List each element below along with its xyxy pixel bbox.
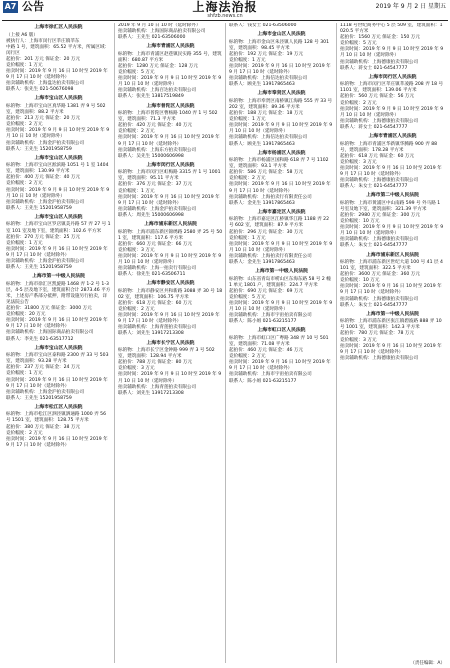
notice-title: 上海市静安区人民法院: [146, 281, 195, 287]
auction-notice: [118, 23, 223, 41]
notice-line: 联系人：周先生 15000606998: [118, 212, 184, 218]
notice-line: 竞价幅度：2 万元: [118, 129, 155, 135]
section-badge: A7: [4, 2, 17, 11]
notice-title: 上海市徐汇区人民法院: [34, 25, 83, 30]
notice-line: 拍卖辅助机构：上海金沪拍卖有限公司: [6, 140, 85, 146]
notice-line: 起拍价：660 万元 保证金：66 万元: [118, 241, 193, 247]
notice-line: 竞价幅度：2 万元: [118, 307, 155, 313]
notice-line: 竞价幅度：1 万元: [229, 235, 266, 241]
notice-line: 标的物：上海市嘉定区江桥镇华江路 1188 弄 22 号 602 室，建筑面积：87.9 平方米: [229, 217, 330, 229]
notice-title: 上海市闵行区人民法院: [368, 74, 417, 80]
notice-line: 联系人：陈小姐 021-63215177: [229, 319, 297, 325]
notice-line: 拍卖辅助机构：上海金沪拍卖有限公司: [6, 199, 85, 205]
notice-title: 上海市普陀区人民法院: [146, 103, 195, 109]
notice-line: 起拍价：586 万元 保证金：58 万元: [229, 170, 304, 176]
auction-notice: [340, 312, 445, 362]
notice-line: 拍卖时间：2019 年 9 月 9 日 10 时至 2019 年 9 月 10 日 10 时（延时除外）: [118, 253, 222, 265]
auction-notice: [6, 274, 111, 342]
notice-title: 上海市长宁区人民法院: [146, 340, 195, 346]
notice-line: （上接 A6 版）: [6, 32, 38, 38]
notice-line: 拍卖辅助机构：上海盘达拍卖有限公司: [6, 81, 85, 87]
notice-line: 拍卖时间：2019 年 9 月 16 日 10 时至 2019 年 9 月 17 日 10 时（延时除外）: [6, 246, 108, 258]
notice-line: 联系人：金先生 13917865463: [229, 260, 295, 265]
notice-line: 联系人：张先生 13817519849: [118, 94, 184, 100]
notice-line: 联系人：蒋女士 021-64547777: [340, 65, 408, 71]
auction-notice: [229, 151, 334, 207]
notice-line: 拍卖时间：2019 年 9 月 16 日 10 时至 2019 年 9 月 17 日 10 时（延时除外）: [229, 360, 331, 372]
auction-notice: [229, 23, 334, 29]
notice-line: 起拍价：690 万元 保证金：69 万元: [229, 288, 304, 294]
notice-line: 竞价幅度：1 万元: [6, 240, 43, 246]
notice-line: 拍卖时间：2019 年 9 月 9 日 10 时至 2019 年 9 月 10 日 10 时（延时除外）: [229, 241, 333, 253]
notice-title: 上海市浦东新区人民法院: [144, 222, 197, 228]
notice-line: 拍卖辅助机构：上海德康拍卖有限公司: [340, 296, 419, 302]
site-url: shfzb.news.cn: [207, 13, 243, 19]
notice-line: 拍卖辅助机构：上海市宇宙拍卖有限公司: [229, 372, 312, 378]
notice-line: 标的物：上海市普陀区曹杨路 1040 弄 1 号 502 室，建筑面积：71.3 平方米: [118, 111, 218, 123]
auction-notice: [118, 281, 223, 337]
notice-line: 竞价幅度：3 万元: [118, 366, 155, 372]
notice-line: 标的物：上海市松江区泗泾镇泗通路 1000 弄 56 号 1501 室，建筑面积：128.75 平方米: [6, 412, 107, 424]
notice-line: 拍卖时间：2019 年 9 月 16 日 10 时至 2019 年 9 月 17 日 10 时（延时除外）: [340, 284, 442, 296]
notice-line: 竞价幅度：3 万元: [340, 337, 377, 343]
column-4: [336, 23, 447, 663]
notice-line: 拍卖时间：2019 年 9 月 9 日 10 时至 2019 年 9 月 10 日 10 时（延时除外）: [229, 300, 333, 313]
auction-notice: [340, 75, 445, 131]
section-title: 公告: [22, 0, 44, 13]
notice-title: 上海市宝山区人民法院: [34, 96, 83, 102]
auction-notice: [6, 215, 111, 271]
notice-line: 竞价幅度：5 万元: [229, 294, 266, 300]
notice-line: 中路 1 号，建筑面积：65.52 平方米，所属区域：闵行区: [6, 44, 110, 56]
notice-line: 标的物：上海市闵行区虹梅路 3315 弄 1 号 1001 室，建筑面积：95.11 平方米: [118, 170, 221, 182]
notice-line: 竞价幅度：10 万元: [340, 219, 380, 225]
notice-line: 标的物：上海市浦东新区世纪大道 100 号 41 层 4101 室，建筑面积：322.5 平方米: [340, 260, 443, 272]
notice-line: 起拍价：460 万元 保证金：46 万元: [229, 348, 304, 354]
notice-line: 标的物：上海市宝山区罗店镇美丹路 57 弄 27 号 1 室 101 室及地下室，建筑面积：102.6 平方米: [6, 222, 111, 234]
auction-notice: [229, 91, 334, 147]
auction-notice: [6, 405, 111, 449]
notice-line: 竞价幅度：1 万元: [6, 62, 43, 68]
notice-line: 起拍价：380 万元 保证金：38 万元: [6, 424, 81, 430]
notice-line: 起拍价：1280 万元 保证金：128 万元: [118, 63, 198, 69]
notice-title: 上海市第一中级人民法院: [366, 311, 419, 317]
notice-line: 竞价幅度：1 万元: [229, 57, 266, 63]
page-header: [0, 0, 450, 14]
auction-notice: [118, 163, 223, 219]
notice-line: 拍卖辅助机构：上海德康拍卖有限公司: [340, 237, 419, 243]
notice-line: 起拍价：560 万元 保证金：56 万元: [340, 94, 415, 100]
notice-line: 联系人：刘先生 13917213308: [118, 390, 184, 396]
notice-title: 上海市松江区人民法院: [34, 404, 83, 410]
notice-line: 2019 年 9 月 10 日 10 时（延时除外）: [118, 23, 201, 28]
notice-line: 标的物：上海市静安区共和新路 3088 弄 30 号 1802 室，建筑面积：106.75 平方米: [118, 288, 223, 300]
notice-line: 拍卖时间：2019 年 9 月 9 日 10 时至 2019 年 9 月 10 日 10 时（延时除外）: [340, 47, 444, 59]
auction-notice: [229, 32, 334, 88]
notice-line: 起拍价：188 万元 保证金：18 万元: [229, 111, 304, 117]
notice-line: 联系人：顾先生 13917865463: [229, 141, 295, 147]
notice-line: 拍卖时间：2019 年 9 月 9 日 10 时至 2019 年 9 月 10 日 10 时（延时除外）: [6, 128, 110, 140]
notice-line: 起拍价：296 万元 保证金：30 万元: [229, 229, 304, 235]
notice-line: 拍卖时间：2019 年 9 月 9 日 10 时至 2019 年 9 月 10 日 10 时（延时除外）: [340, 106, 444, 118]
notice-line: 联系人：王先生 15201958759: [6, 205, 72, 211]
auction-notice: [340, 193, 445, 249]
notice-line: 拍卖时间：2019 年 9 月 9 日 10 时至 2019 年 9 月 10 日 10 时（延时除外）: [229, 123, 333, 135]
auction-notice: [229, 328, 334, 384]
auction-notice: [340, 23, 445, 72]
notice-title: 上海市虹口区人民法院: [257, 328, 306, 334]
notice-line: 拍卖辅助机构：上海德康拍卖有限公司: [340, 178, 419, 184]
column-2: [114, 23, 226, 663]
notice-line: 标的物：上海市浦东新区锦绣路 2580 弄 25 号 501 室，建筑面积：117.6 平方米: [118, 229, 223, 241]
notice-title: 上海市杨浦区人民法院: [257, 150, 306, 156]
notice-line: 拍卖时间：2019 年 9 月 16 日 10 时至 2019 年 9 月 17 日 10 时（延时除外）: [340, 165, 442, 177]
notice-line: 起拍价：376 万元 保证金：37 万元: [118, 182, 193, 188]
notice-line: 拍卖时间：2019 年 9 月 9 日 10 时至 2019 年 9 月 10 日 10 时（延时除外）: [340, 225, 444, 237]
auction-notice: [118, 222, 223, 278]
notice-title: 上海市金山区人民法院: [257, 32, 306, 38]
notice-title: 上海市宝山区人民法院: [34, 214, 83, 220]
notice-line: 竞价幅度：1 万元: [6, 371, 43, 377]
notice-line: 拍卖时间：2019 年 9 月 16 日 10 时至 2019 年 9 月 17 日 10 时（延时除外）: [6, 377, 108, 389]
auction-notice: [118, 341, 223, 397]
notice-line: 拍卖时间：2019 年 9 月 9 日 10 时至 2019 年 9 月 10 日 10 时（延时除外）: [118, 76, 222, 88]
notice-line: 联系人：李先生 021-63517712: [6, 336, 74, 342]
notice-line: 拍卖时间：2019 年 9 月 16 日 10 时至 2019 年 9 月 17 日 10 时（延时除外）: [340, 343, 442, 355]
notice-line: 联系人：王先生 15201958759: [6, 265, 72, 271]
notice-line: 起拍价：618 万元 保证金：60 万元: [340, 153, 415, 159]
notice-line: 起拍价：788 万元 保证金：80 万元: [118, 360, 193, 366]
notice-title: 上海市闵行区人民法院: [146, 162, 195, 168]
notice-line: 被执行人：上海市闵行区莘庄镇莘东: [6, 38, 80, 44]
notice-line: 拍卖时间：2019 年 9 月 16 日 10 时至 2019 年 9 月 17 日 10 时（延时除外）: [6, 69, 108, 81]
notice-title: 上海市浦东新区人民法院: [366, 252, 419, 258]
notice-line: 联系人：王先生 15201958759: [6, 146, 72, 152]
notice-line: 竞价幅度：10 万元: [340, 278, 380, 284]
notice-line: 竞价幅度：20 万元: [6, 312, 46, 318]
notice-line: 联系人：顾先生 13917865463: [229, 82, 295, 88]
notice-line: 拍卖辅助机构：上海拍卖行有限责任公司: [229, 194, 312, 200]
notice-line: 标的物：山东省青岛市崂山区东海东路 58 号 2 幢 1 单元 1801 户，建筑面积：224.7 平方米: [229, 276, 331, 288]
notice-line: 联系人：张先生 021-50676098: [6, 87, 74, 93]
notice-line: 联系人：钱女士 021-63506000: [229, 23, 297, 28]
notice-line: 拍卖时间：2019 年 9 月 9 日 10 时至 2019 年 9 月 10 日 10 时（延时除外）: [6, 187, 110, 199]
notice-line: 标的物：上海市宝山区淞滨路 1051 号 1 室 1404 室，建筑面积：130.99 平方米: [6, 163, 109, 175]
notice-line: 拍卖辅助机构：上海市宇宙拍卖有限公司: [229, 313, 312, 319]
notice-line: 起拍价：213 万元 保证金：20 万元: [6, 116, 81, 122]
notice-line: 起拍价：31800 万元 保证金：3000 万元: [6, 306, 92, 312]
notice-line: 竞价幅度：1 万元: [229, 117, 266, 123]
column-3: [225, 23, 337, 663]
notice-line: 联系人：蒋女士 021-64547777: [340, 124, 408, 130]
notice-line: 拍卖辅助机构：上海国际商品拍卖有限公司: [118, 29, 206, 35]
notice-title: 上海市嘉定区人民法院: [257, 209, 306, 215]
header-rule: [2, 20, 448, 21]
notice-line: 起拍价：420 万元 保证金：40 万元: [118, 123, 193, 129]
auction-notice: [229, 269, 334, 325]
notice-line: 联系人：金先生 13917865463: [229, 200, 295, 206]
notice-line: 标的物：上海市闵行区莘庄镇莘凌路 208 弄 18 号 1101 室，建筑面积：139.06 平方米: [340, 82, 444, 94]
masthead: 上海法治报: [192, 0, 258, 14]
auction-notice: [6, 346, 111, 402]
notice-line: 标的物：上海市青浦区华新镇华腾路 900 弄 88 号，建筑面积：178.28 平方米: [340, 141, 438, 153]
notice-line: 标的物：上海市杨浦区国和路 618 弄 7 号 1102 室，建筑面积：93.1 平方米: [229, 158, 329, 170]
notice-line: 起拍价：2980 万元 保证金：300 万元: [340, 212, 420, 218]
notice-line: 标的物：上海市长宁区金钟路 999 弄 3 号 502 室，建筑面积：128.94 平方米: [118, 348, 215, 360]
notice-line: 拍卖辅助机构：上海青莲拍卖有限公司: [118, 384, 197, 390]
notice-line: 拍卖辅助机构：上海德康拍卖有限公司: [340, 59, 419, 65]
notice-line: 标的物：上海市青浦区赵巷镇民实路 355 号，建筑面积：680.87 平方米: [118, 51, 222, 63]
notice-line: 拍卖时间：2019 年 9 月 16 日 10 时至 2019 年 9 月 17 日 10 时（延时除外）: [118, 194, 220, 206]
notice-line: 竞价幅度：2 万元: [229, 176, 266, 182]
notice-line: 竞价幅度：1 万元: [118, 188, 155, 194]
notice-line: 拍卖辅助机构：上海信达拍卖有限公司: [229, 135, 308, 141]
notice-line: 拍卖时间：2019 年 9 月 16 日 10 时至 2019 年 9 月 17 日 10 时（延时除外）: [6, 318, 108, 330]
column-1: [3, 23, 114, 663]
auction-notice: [340, 253, 445, 309]
notice-line: 联系人：吴先生 15000606998: [118, 153, 184, 159]
notice-line: 联系人：朱女士 021-64547777: [340, 302, 408, 308]
notice-line: 标的物：上海市黄浦区中山南路 599 号 外马路 1 号室及地下室，建筑面积：321.39 平方米: [340, 200, 441, 212]
notice-line: 竞价幅度：3 万元: [118, 247, 155, 253]
notice-line: 标的物：上海市金山区朱泾镇人民路 128 号 301 室，建筑面积：98.45 平方米: [229, 39, 330, 51]
notice-line: 起拍价：3600 万元 保证金：360 万元: [340, 272, 420, 278]
notice-line: 拍卖辅助机构：上海一拍卖行有限公司: [118, 266, 197, 272]
notice-line: 竞价幅度：5 万元: [340, 41, 377, 47]
notice-line: 竞价幅度：3 万元: [340, 159, 377, 165]
notice-line: 拍卖辅助机构：上海金沪拍卖有限公司: [118, 206, 197, 212]
notice-line: 竞价幅度：2 万元: [229, 354, 266, 360]
notice-line: 起拍价：201 万元 保证金：20 万元: [6, 56, 81, 62]
notice-line: 竞价幅度：2 万元: [340, 100, 377, 106]
notice-line: 联系人：徐先生 021-63506711: [118, 272, 186, 278]
auction-notice: [118, 44, 223, 100]
notice-line: 拍卖时间：2019 年 9 月 16 日 10 时至 2019 年 9 月 17 日 10 时（延时除外）: [6, 436, 108, 448]
notice-line: 起拍价：1560 万元 保证金：150 万元: [340, 35, 420, 41]
notice-title: 上海市第一中级人民法院: [32, 274, 85, 280]
notice-line: 拍卖时间：2019 年 9 月 16 日 10 时至 2019 年 9 月 17 日 10 时（延时除外）: [229, 63, 331, 76]
notice-line: 拍卖时间：2019 年 9 月 16 日 10 时至 2019 年 9 月 17 日 10 时（延时除外）: [118, 313, 220, 325]
notice-title: 上海市青浦区人民法院: [368, 134, 417, 139]
notice-line: 联系人：刘先生 13917213308: [118, 331, 184, 337]
auction-notice: [118, 104, 223, 160]
notice-line: 联系人：陈小姐 021-63215177: [229, 378, 297, 384]
notice-title: 上海市第一中级人民法院: [255, 269, 308, 275]
notice-line: 拍卖辅助机构：上海青莲拍卖有限公司: [118, 325, 197, 331]
notice-line: 1118 号世纪商务中心 5 层 509 室，建筑面积：1020.5 平方米: [340, 23, 443, 35]
notice-line: 竞价幅度：2 万元: [6, 430, 43, 436]
notice-title: 上海市宝山区人民法院: [34, 345, 83, 351]
notice-line: 标的物：上海市宝山区真华路 1381 弄 9 号 502 室，建筑面积：88.2 平方米: [6, 103, 106, 116]
notice-title: 上海市奉贤区人民法院: [257, 91, 306, 97]
notice-line: 联系人：王先生 15201958759: [6, 395, 72, 401]
auction-notice: [229, 210, 334, 266]
notice-title: 上海市第二中级人民法院: [366, 193, 419, 199]
notice-title: 上海市宝山区人民法院: [34, 155, 83, 161]
notice-line: 竞价幅度：5 万元: [118, 70, 155, 76]
notice-line: 标的物：上海市徐汇区凯旋路 1468 弄 1-2 号 1-3 层，4-5 层及地下室，建筑面积合计 2873.46 平方米，上述房产系部分抵押，附带设施另行拍卖，详见法院公告: [6, 281, 111, 305]
notice-line: 标的物：上海市宝山区泰和路 2300 弄 33 号 503 室，建筑面积：93.28 平方米: [6, 353, 109, 365]
notice-line: 起拍价：400 万元 保证金：40 万元: [6, 175, 81, 181]
continued-note: （责任编辑：A）: [410, 661, 445, 666]
notice-line: 起拍价：237 万元 保证金：24 万元: [6, 365, 81, 371]
notice-line: 起拍价：618 万元 保证金：60 万元: [118, 300, 193, 306]
notice-line: 拍卖辅助机构：上海百达拍卖有限公司: [118, 88, 197, 94]
auction-notice: [6, 96, 111, 152]
announcement-columns: [3, 23, 447, 663]
notice-line: 标的物：上海市奉贤区南桥镇江海路 555 弄 33 号 202 室，建筑面积：89.36 平方米: [229, 98, 333, 110]
notice-title: 上海市青浦区人民法院: [146, 44, 195, 50]
notice-line: 起拍价：192 万元 保证金：19 万元: [229, 51, 304, 57]
notice-line: 标的物：上海市虹口区广粤路 348 弄 10 号 501 室，建筑面积：71.08 平方米: [229, 335, 329, 347]
notice-line: 拍卖辅助机构：上海东方拍卖有限公司: [118, 147, 197, 153]
notice-line: 拍卖辅助机构：上海金沪拍卖有限公司: [6, 259, 85, 264]
notice-line: 拍卖辅助机构：上海国际商品拍卖有限公司: [6, 330, 94, 336]
notice-line: 联系人：王先生 021-63506000: [118, 35, 186, 41]
notice-line: 拍卖辅助机构：上海德康拍卖有限公司: [340, 355, 419, 361]
notice-line: 拍卖时间：2019 年 9 月 9 日 10 时至 2019 年 9 月 10 日 10 时（延时除外）: [118, 372, 222, 384]
notice-line: 竞价幅度：2 万元: [6, 181, 43, 187]
notice-line: 拍卖时间：2019 年 9 月 16 日 10 时至 2019 年 9 月 17 日 10 时（延时除外）: [229, 182, 331, 194]
auction-notice: [6, 25, 111, 93]
auction-notice: [6, 156, 111, 212]
notice-line: 拍卖辅助机构：上海金沪拍卖有限公司: [6, 389, 85, 395]
notice-line: 标的物：上海市浦东新区张江镇碧波路 888 弄 10 号 1001 室，建筑面积：142.3 平方米: [340, 319, 442, 331]
notice-line: 起拍价：270 万元 保证金：25 万元: [6, 234, 81, 240]
issue-date: 2019 年 9 月 2 日 星期五: [375, 3, 446, 10]
notice-line: 拍卖辅助机构：上海拍卖行有限责任公司: [229, 253, 312, 259]
notice-line: 联系人：朱女士 021-64547777: [340, 243, 408, 249]
notice-line: 拍卖辅助机构：上海信达拍卖有限公司: [229, 76, 308, 82]
notice-line: 竞价幅度：2 万元: [6, 122, 43, 128]
notice-line: 拍卖辅助机构：上海德康拍卖有限公司: [340, 118, 419, 124]
auction-notice: [340, 134, 445, 190]
notice-line: 拍卖时间：2019 年 9 月 16 日 10 时至 2019 年 9 月 17 日 10 时（延时除外）: [118, 135, 220, 147]
notice-line: 起拍价：780 万元 保证金：78 万元: [340, 331, 415, 337]
notice-line: 联系人：朱女士 021-64547777: [340, 184, 408, 190]
